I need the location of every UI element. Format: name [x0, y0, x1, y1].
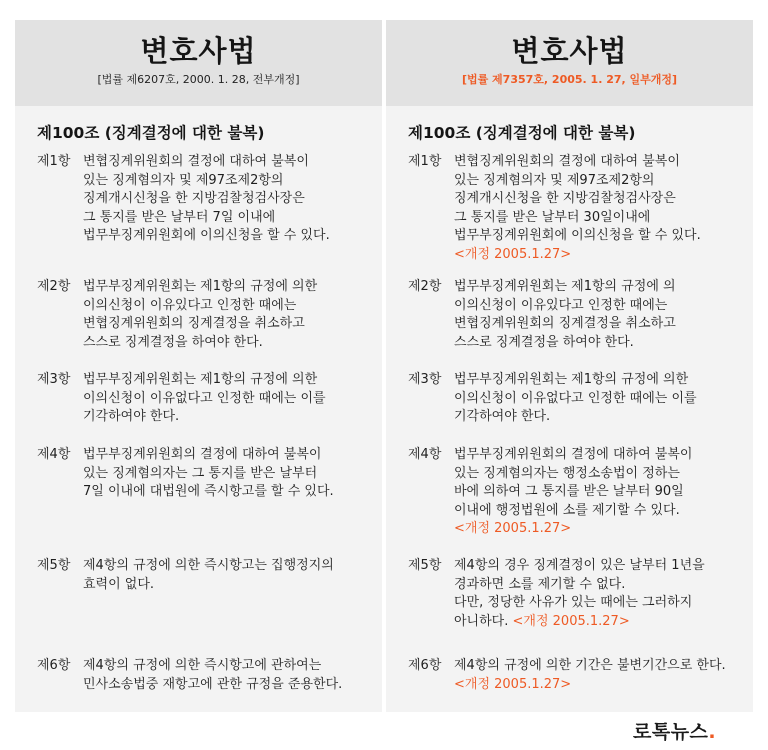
amendment-note: <개정 2005.1.27>	[454, 521, 572, 536]
paragraph-line: 이내에 행정법원에 소를 제기할 수 있다.	[454, 502, 680, 518]
paragraph-number: 제2항	[408, 279, 442, 294]
old-law-header	[15, 20, 382, 106]
paragraph-line: 효력이 없다.	[83, 576, 155, 592]
amendment-note: <개정 2005.1.27>	[512, 613, 630, 629]
paragraph-number: 제3항	[37, 372, 71, 387]
paragraph-number: 제5항	[408, 558, 442, 573]
paragraph-line: 법무부징계위원회의 결정에 대하여 불복이	[454, 447, 693, 462]
paragraph-line: 법무부징계위원회에 이의신청을 할 수 있다.	[454, 228, 701, 243]
paragraph-line: 그 통지를 받은 날부터 7일 이내에	[83, 209, 276, 225]
paragraph-line: 다만, 정당한 사유가 있는 때에는 그러하지	[454, 595, 693, 610]
paragraph-line: 법무부징계위원회에 이의신청을 할 수 있다.	[83, 228, 330, 243]
amendment-note: <개정 2005.1.27>	[454, 246, 572, 262]
paragraph-line: 징계개시신청을 한 지방검찰청검사장은	[454, 191, 676, 206]
paragraph-number: 제4항	[408, 447, 442, 462]
brand-logo-dot: .	[708, 721, 717, 743]
paragraph-line: 제4항의 규정에 의한 기간은 불변기간으로 한다.	[454, 658, 726, 673]
paragraph-line: 경과하면 소를 제기할 수 없다.	[454, 576, 626, 592]
old-law-subtitle: [법률 제6207호, 2000. 1. 28, 전부개정]	[97, 73, 300, 86]
brand-logo-text: 로톡뉴스	[633, 721, 709, 743]
paragraph-line: 기각하여야 한다.	[83, 409, 180, 424]
paragraph-line: 아니하다.	[454, 613, 509, 629]
paragraph-line: 이의신청이 이유있다고 인정한 때에는	[83, 297, 297, 313]
new-article-title: 제100조 (징계결정에 대한 불복)	[408, 124, 636, 142]
paragraph-number: 제3항	[408, 372, 442, 387]
new-law-subtitle: [법률 제7357호, 2005. 1. 27, 일부개정]	[461, 73, 678, 86]
amendment-note: <개정 2005.1.27>	[454, 676, 572, 692]
new-law-panel	[386, 20, 753, 712]
paragraph-number: 제5항	[37, 558, 71, 573]
paragraph-number: 제1항	[37, 154, 71, 169]
new-law-title: 변호사법	[511, 34, 628, 68]
paragraph-line: 이의신청이 이유없다고 인정한 때에는 이를	[454, 390, 697, 406]
new-law-header	[386, 20, 753, 106]
paragraph-line: 바에 의하여 그 통지를 받은 날부터 90일	[454, 484, 684, 499]
paragraph-line-with-amend	[454, 613, 754, 632]
paragraph-number: 제6항	[408, 658, 442, 673]
old-law-title: 변호사법	[140, 34, 257, 68]
paragraph-line: 7일 이내에 대법원에 즉시항고를 할 수 있다.	[83, 484, 334, 499]
paragraph-line: 스스로 징계결정을 하여야 한다.	[83, 334, 263, 350]
paragraph-line: 있는 징계혐의자는 그 통지를 받은 날부터	[83, 465, 318, 481]
paragraph-line: 변협징계위원회의 결정에 대하여 불복이	[83, 154, 309, 169]
paragraph-line: 법무부징계위원회는 제1항의 규정에 의한	[83, 372, 318, 387]
paragraph-line: 법무부징계위원회의 결정에 대하여 불복이	[83, 447, 322, 462]
paragraph-number: 제6항	[37, 658, 71, 673]
paragraph-line: 법무부징계위원회는 제1항의 규정에 의	[454, 279, 676, 294]
paragraph-line: 있는 징계혐의자는 행정소송법이 정하는	[454, 465, 680, 481]
paragraph-line: 변협징계위원회의 징계결정을 취소하고	[454, 316, 676, 331]
paragraph-number: 제1항	[408, 154, 442, 169]
old-law-panel	[15, 20, 382, 712]
paragraph-line: 제4항의 경우 징계결정이 있은 날부터 1년을	[454, 558, 705, 573]
paragraph-line: 법무부징계위원회는 제1항의 규정에 의한	[83, 279, 318, 294]
brand-logo	[633, 717, 716, 744]
paragraph-line: 법무부징계위원회는 제1항의 규정에 의한	[454, 372, 689, 387]
paragraph-line: 제4항의 규정에 의한 즉시항고에 관하여는	[83, 658, 322, 673]
paragraph-line: 변협징계위원회의 징계결정을 취소하고	[83, 316, 305, 331]
paragraph-line: 민사소송법중 재항고에 관한 규정을 준용한다.	[83, 676, 343, 692]
paragraph-line: 그 통지를 받은 날부터 30일이내에	[454, 209, 651, 225]
paragraph-line: 스스로 징계결정을 하여야 한다.	[454, 334, 634, 350]
paragraph-line: 징계개시신청을 한 지방검찰청검사장은	[83, 191, 305, 206]
paragraph-line: 이의신청이 이유있다고 인정한 때에는	[454, 297, 668, 313]
paragraph-number: 제2항	[37, 279, 71, 294]
paragraph-line: 제4항의 규정에 의한 즉시항고는 집행정지의	[83, 558, 334, 573]
paragraph-line: 변협징계위원회의 결정에 대하여 불복이	[454, 154, 680, 169]
paragraph-number: 제4항	[37, 447, 71, 462]
paragraph-line: 기각하여야 한다.	[454, 409, 551, 424]
old-article-title: 제100조 (징계결정에 대한 불복)	[37, 124, 265, 142]
paragraph-line: 있는 징계혐의자 및 제97조제2항의	[83, 172, 284, 188]
paragraph-line: 있는 징계혐의자 및 제97조제2항의	[454, 172, 655, 188]
paragraph-line: 이의신청이 이유없다고 인정한 때에는 이를	[83, 390, 326, 406]
